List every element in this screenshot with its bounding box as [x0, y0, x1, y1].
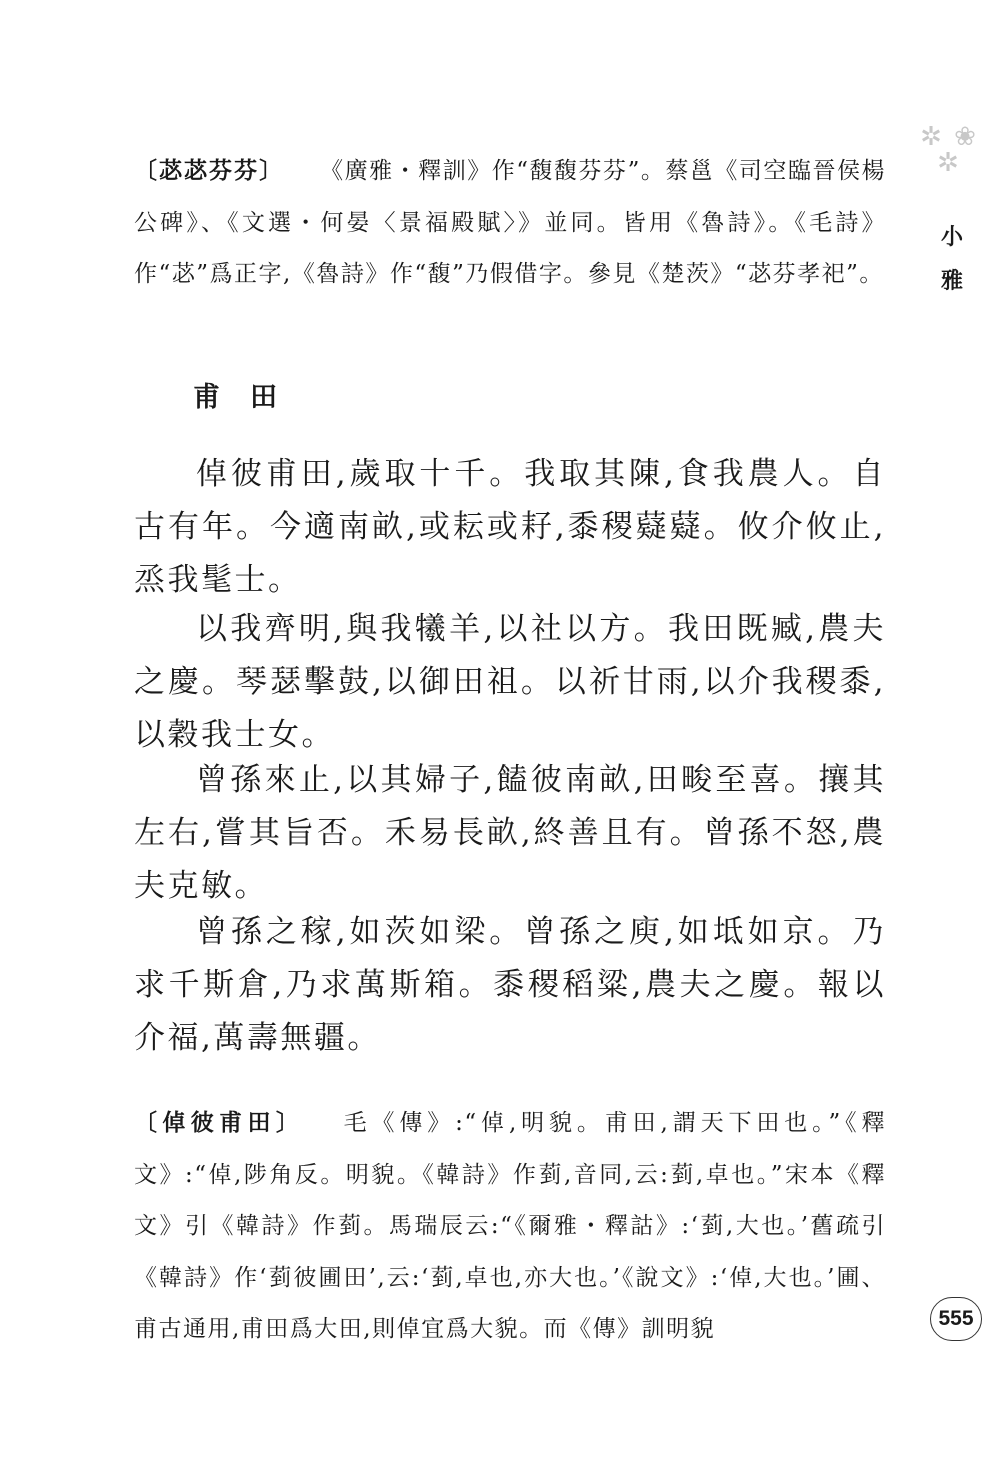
decorative-ornament: ✲ ❀ ✲ — [920, 122, 978, 178]
note-text: 《廣雅・釋訓》作“馥馥芬芬”。蔡邕《司空臨晉侯楊公碑》、《文選・何晏〈景福殿賦〉》並同。皆用《魯詩》。《毛詩》作“苾”爲正字,《魯詩》作“馥”乃假借字。參見《楚茨》“苾芬孝祀”。 — [134, 158, 886, 287]
commentary-note-bibi-fenfen — [134, 145, 886, 301]
poem-stanza-2: 以我齊明,與我犧羊,以社以方。我田既臧,農夫之慶。琴瑟擊鼓,以御田祖。以祈甘雨,以介我稷黍,以穀我士女。 — [134, 611, 886, 753]
poem-stanza-1: 倬彼甫田,歲取十千。我取其陳,食我農人。自古有年。今適南畝,或耘或耔,黍稷薿薿。攸介攸止,烝我髦士。 — [134, 456, 886, 598]
running-head-section-title: 小雅 — [940, 225, 963, 294]
poem-stanza-3: 曾孫來止,以其婦子,饁彼南畝,田畯至喜。攘其左右,嘗其旨否。禾易長畝,終善且有。曾孫不怒,農夫克敏。 — [134, 762, 886, 904]
page-number: 555 — [930, 1297, 982, 1341]
commentary-note-zhuobi-futian — [134, 1097, 886, 1356]
note-headword: 〔倬彼甫田〕 — [134, 1109, 305, 1136]
note-headword: 〔苾苾芬芬〕 — [134, 157, 285, 184]
poem-stanza-4: 曾孫之稼,如茨如梁。曾孫之庾,如坻如京。乃求千斯倉,乃求萬斯箱。黍稷稻粱,農夫之慶。報以介福,萬壽無疆。 — [134, 914, 886, 1056]
note-text: 毛《傳》:“倬,明貌。甫田,謂天下田也。”《釋文》:“倬,陟角反。明貌。《韓詩》作菿,音同,云:菿,卓也。”宋本《釋文》引《韓詩》作菿。馬瑞辰云:“《爾雅・釋詁》:‘菿,大也。’舊疏引《韓詩》作‘菿彼圃田’,云:‘菿,卓也,亦大也。’《說文》:‘倬,大也。’圃、甫古通用,甫田爲大田,則倬宜爲大貌。而《傳》訓明貌 — [134, 1110, 887, 1342]
poem-title: 甫田 — [193, 382, 307, 413]
